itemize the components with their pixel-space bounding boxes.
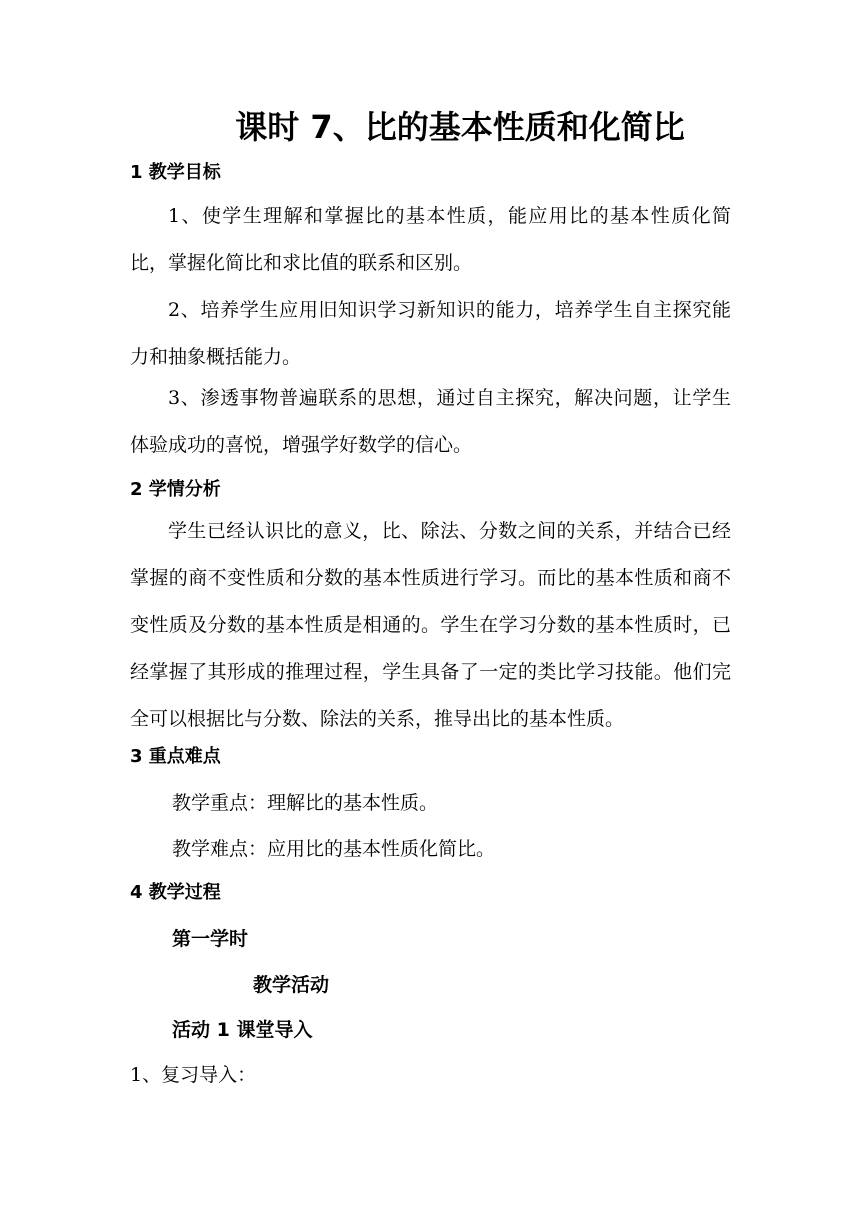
activities-title: 教学活动	[253, 974, 330, 996]
objective-item-2: 2、培养学生应用旧知识学习新知识的能力，培养学生自主探究能力和抽象概括能力。	[130, 299, 731, 368]
section-heading-key-points: 3 重点难点	[130, 746, 221, 767]
analysis-paragraph: 学生已经认识比的意义，比、除法、分数之间的关系，并结合已经掌握的商不变性质和分数的基本性质进行学习。而比的基本性质和商不变性质及分数的基本性质是相通的。学生在学习分数的基本性质时，已经掌握了其形成的推理过程，学生具备了一定的类比学习技能。他们完全可以根据比与分数、除法的关系，推导出比的基本性质。	[130, 520, 731, 730]
teaching-difficulty: 教学难点：应用比的基本性质化简比。	[172, 838, 496, 860]
section-heading-process: 4 教学过程	[130, 882, 221, 903]
section-heading-analysis: 2 学情分析	[130, 479, 221, 500]
document-title: 课时 7、比的基本性质和化简比	[235, 108, 685, 146]
period-label: 第一学时	[172, 928, 249, 950]
section-heading-objectives: 1 教学目标	[130, 162, 221, 183]
objective-item-1: 1、使学生理解和掌握比的基本性质，能应用比的基本性质化简比，掌握化简比和求比值的联系和区别。	[130, 205, 731, 274]
review-step-1: 1、复习导入：	[130, 1064, 257, 1086]
activity-1-title: 活动 1 课堂导入	[172, 1019, 313, 1041]
objective-item-3: 3、渗透事物普遍联系的思想，通过自主探究，解决问题，让学生体验成功的喜悦，增强学好数学的信心。	[130, 387, 731, 456]
teaching-focus: 教学重点：理解比的基本性质。	[172, 792, 439, 814]
